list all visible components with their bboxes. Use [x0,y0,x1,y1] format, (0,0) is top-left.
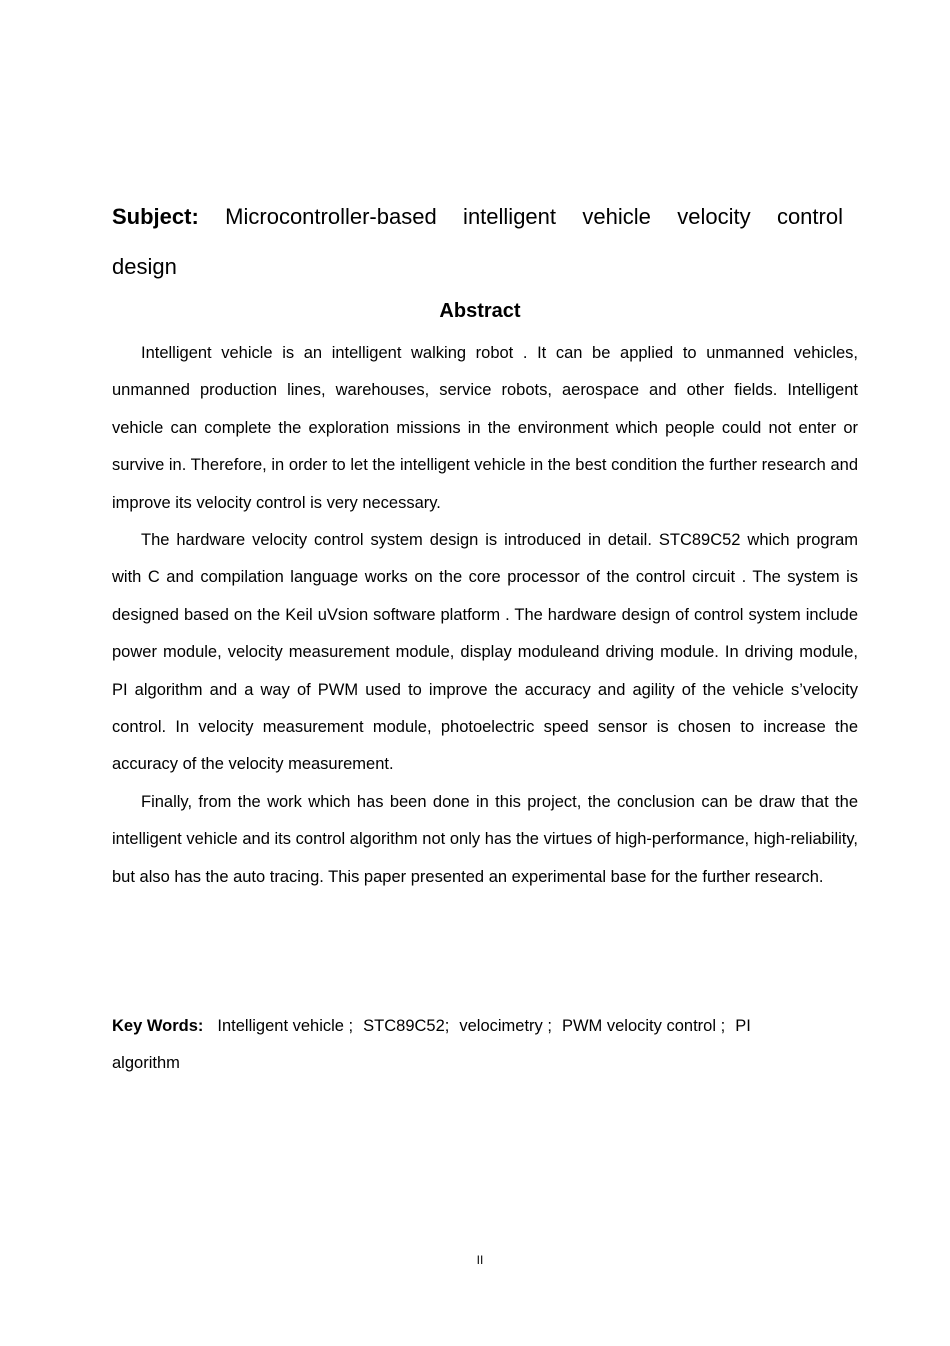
subject-label: Subject: [112,204,199,229]
abstract-paragraph-1: Intelligent vehicle is an intelligent walking robot . It can be applied to unmanned vehicles, unmanned production lines, warehouses, service robots, aerospace and other fields. Intelligent vehicle can complete the exploration missions in the environment which people could not enter or survive in. Therefore, in order to let the intelligent vehicle in the best condition the further research and improve its velocity control is very necessary. [112,344,858,512]
subject-text: Microcontroller-based intelligent vehicle velocity control design [112,204,843,279]
keyword-item: STC89C52; [363,1017,450,1035]
page-number: II [476,1253,484,1267]
subject-line [112,192,843,292]
keyword-item: PWM velocity control ; [561,1017,726,1035]
abstract-paragraph-2: The hardware velocity control system design is introduced in detail. STC89C52 which program with C and compilation language works on the core processor of the control circuit . The system is designed based on the Keil uVsion software platform . The hardware design of control system include power module, velocity measurement module, display moduleand driving module. In driving module, PI algorithm and a way of PWM used to improve the accuracy and agility of the vehicle s’velocity control. In velocity measurement module, photoelectric speed sensor is chosen to increase the accuracy of the velocity measurement. [112,531,858,774]
abstract-paragraph-3: Finally, from the work which has been done in this project, the conclusion can be draw that the intelligent vehicle and its control algorithm not only has the virtues of high-performance, high-reliability, but also has the auto tracing. This paper presented an experimental base for the further research. [112,792,858,886]
keyword-item: velocimetry ; [459,1017,552,1035]
keywords-label: Key Words: [112,1017,204,1035]
keywords-line [112,1008,832,1082]
abstract-body [112,335,858,896]
abstract-title: Abstract [439,300,521,322]
keyword-item: Intelligent vehicle ; [217,1017,354,1035]
keyword-item: PI algorithm [112,1017,751,1072]
